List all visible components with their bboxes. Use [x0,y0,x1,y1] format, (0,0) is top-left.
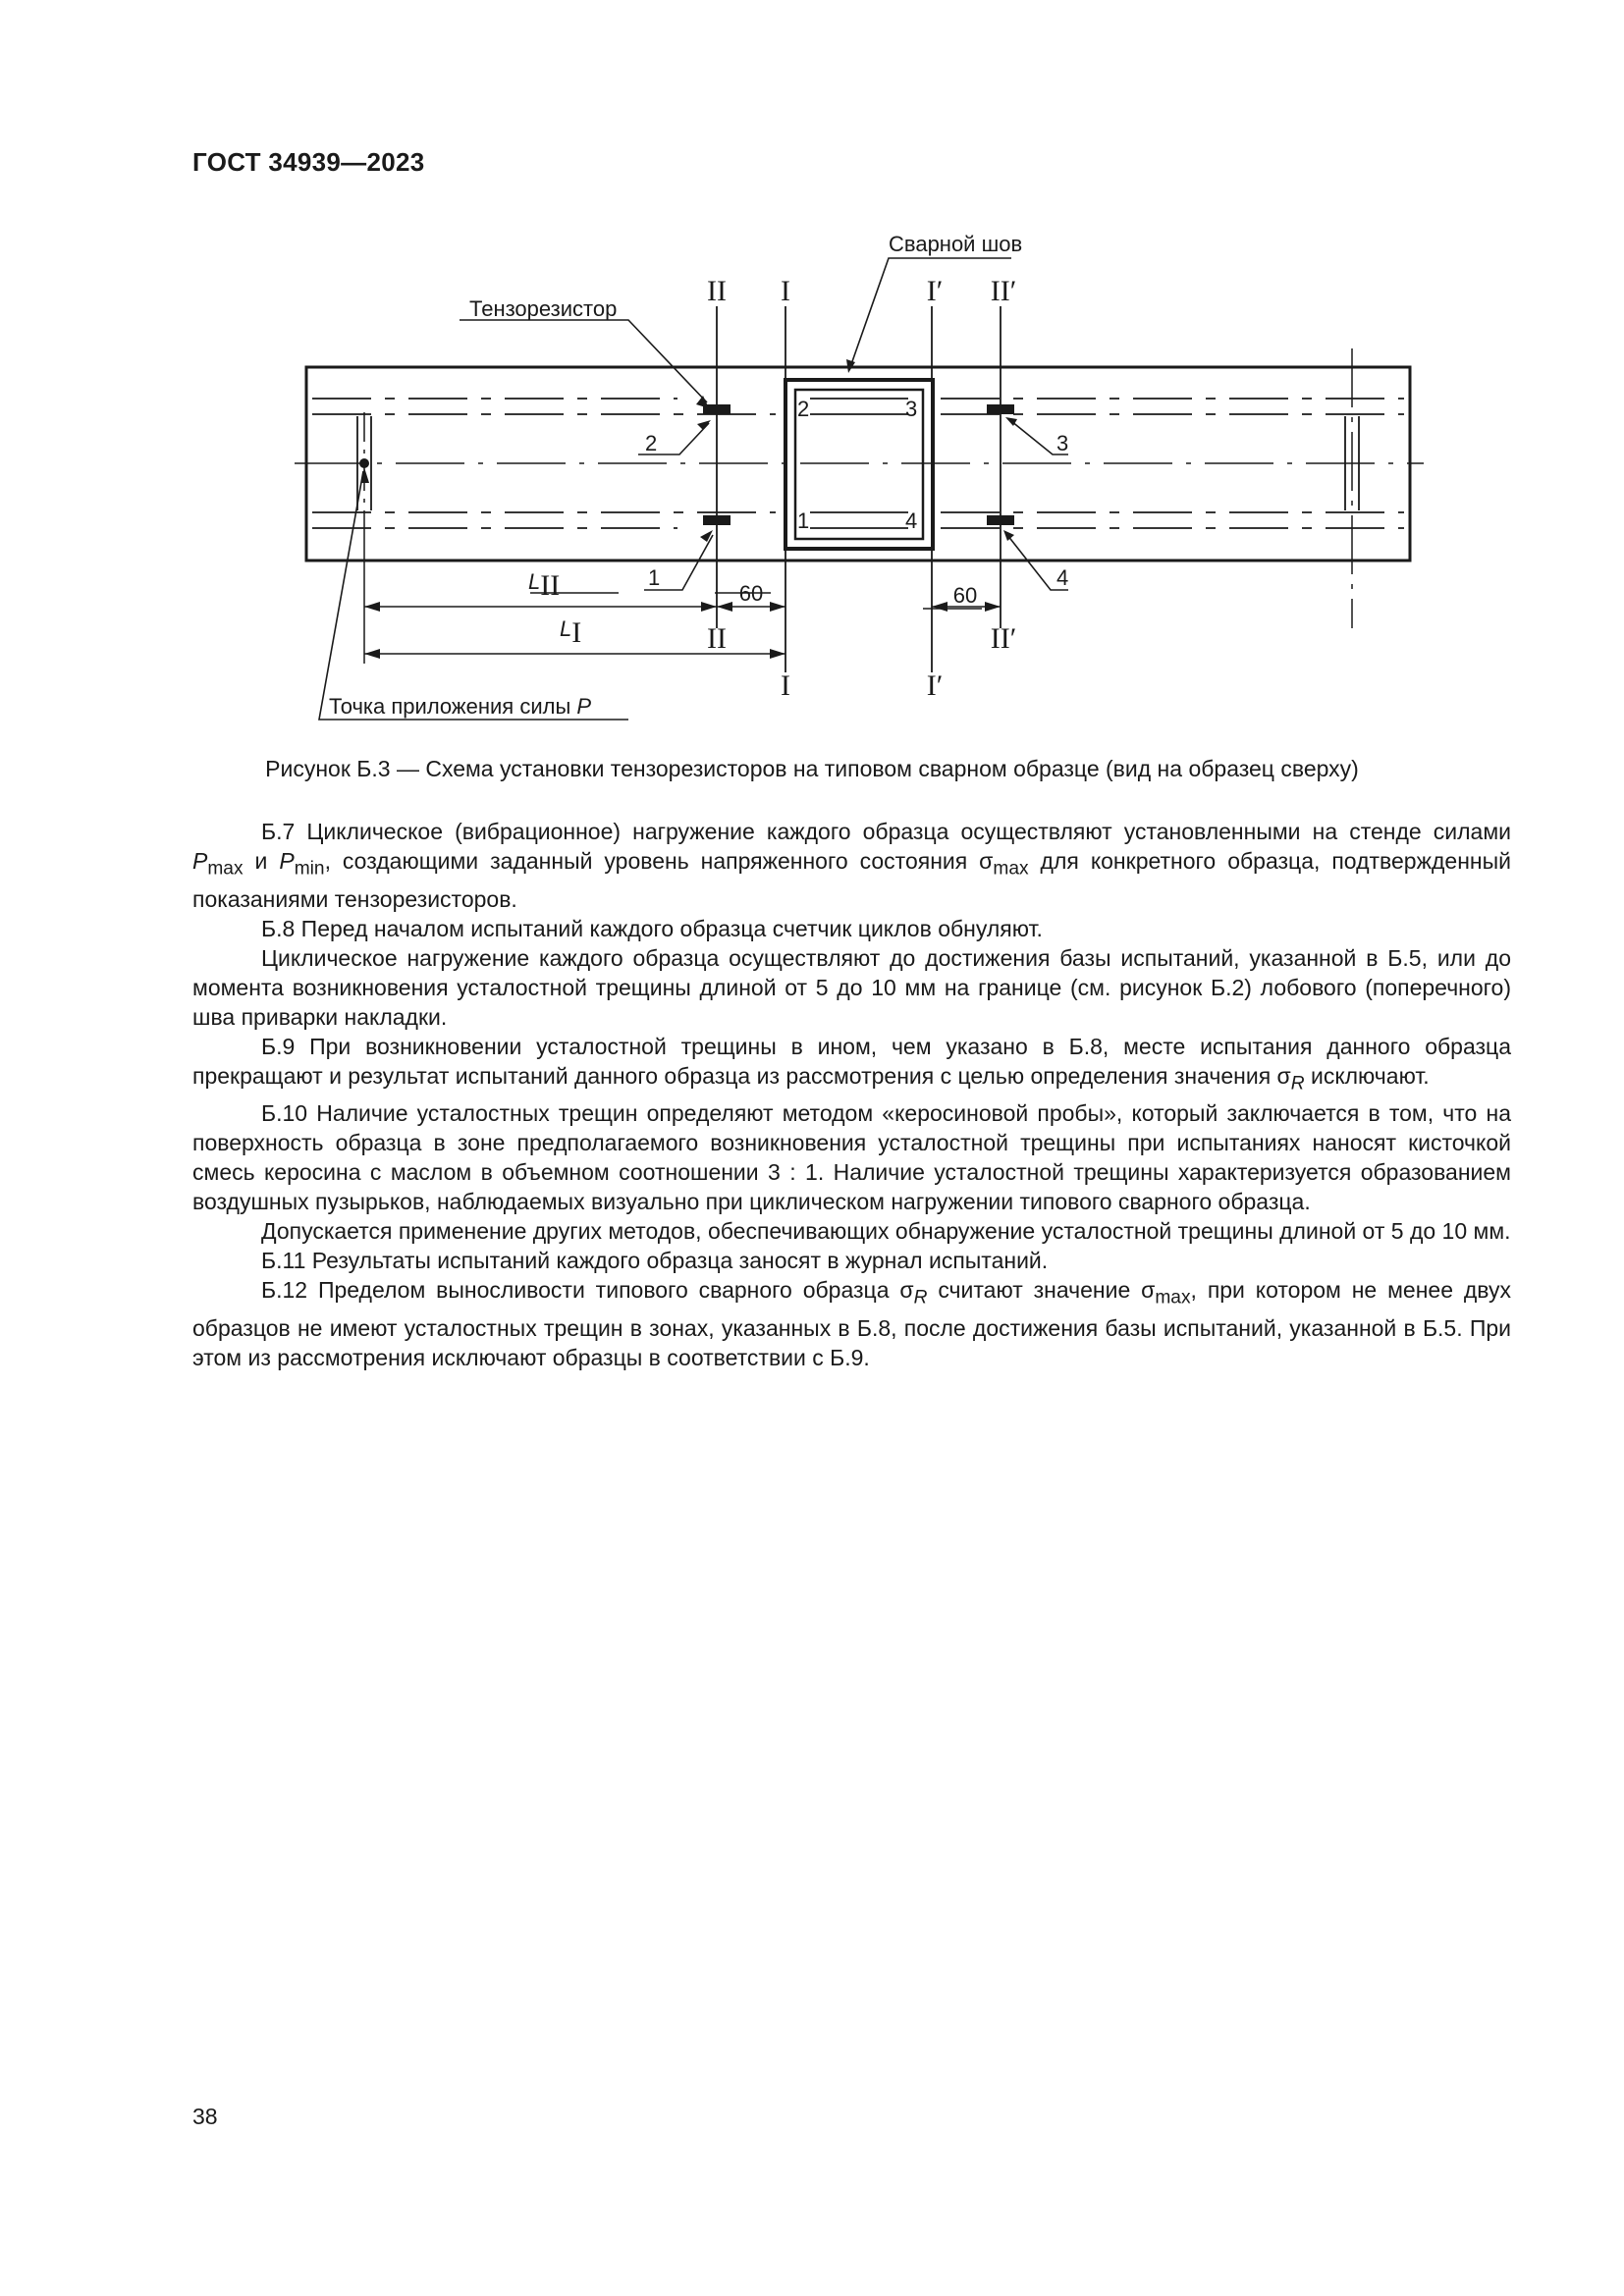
gauge-num-4: 4 [1056,565,1069,590]
section-top-I-prime: I′ [926,275,944,307]
figure-caption: Рисунок Б.3 — Схема установки тензорезисторов на типовом сварном образце (вид на образец сверху) [265,756,1359,781]
paragraph-b7: Б.7 Циклическое (вибрационное) нагружение каждого образца осуществляют установленными на стенде силами $P_{max}$ и $P_{min}$, создающими заданный уровень напряженного состояния $\sigma_{max}$ для конкретного образца, подтвержденный показаниями тензорезисторов. [192,819,1511,912]
arrowheads [361,359,1017,659]
force-label: Точка приложения силы P [329,694,592,719]
leaders [319,258,1068,720]
gauge-label: Тензорезистор [469,296,618,321]
gauge-4 [987,515,1014,525]
paragraph-b12: Б.12 Пределом выносливости типового сварного образца $\sigma_R$ считают значение $\sigma_{max}$, при котором не менее двух образцов не имеют усталостных трещин в зонах, указанных в Б.8, после достижения базы испытаний, указанной в Б.5. При этом из рассмотрения исключают образцы в соответствии с Б.9. [192,1277,1512,1370]
page-number: 38 [192,2104,218,2129]
paragraph-b8-cont: Циклическое нагружение каждого образца осуществляют до достижения базы испытаний, указанной в Б.5, или до момента возникновения усталостной трещины длиной от 5 до 10 мм на границе (см. рисунок Б.2) лобового (поперечного) шва приварки накладки. [192,944,1511,1030]
section-bottom-II-prime: II′ [990,622,1017,655]
dim-60-left: 60 [738,581,764,606]
specimen-diagram [0,0,1624,746]
section-bottom-II: II [707,622,727,655]
box-num-1: 1 [797,508,810,533]
section-top-II-prime: II′ [990,275,1017,307]
dim-L-I: LI [560,616,582,649]
paragraph-b11: Б.11 Результаты испытаний каждого образца заносят в журнал испытаний. [261,1248,1049,1274]
gauge-num-1: 1 [648,565,661,590]
box-num-2: 2 [797,397,810,421]
gauge-num-2: 2 [645,431,658,455]
paragraph-b8: Б.8 Перед началом испытаний каждого образца счетчик циклов обнуляют. [261,915,1043,941]
figure-b3 [0,0,1624,746]
dim-60-right: 60 [952,583,978,608]
dimension-lines [364,520,1001,664]
strain-gauges [703,404,1014,525]
paragraph-b9: Б.9 При возникновении усталостной трещины в ином, чем указано в Б.8, месте испытания данного образца прекращают и результат испытаний данного образца из рассмотрения с целью определения значения $\sigma_R$ исключают. [192,1033,1511,1095]
section-bottom-I-prime: I′ [926,669,944,702]
paragraph-b10: Б.10 Наличие усталостных трещин определяют методом «керосиновой пробы», который заключается в том, что на поверхность образца в зоне предполагаемого возникновения усталостной трещины при испытаниях наносят кисточкой смесь керосина с маслом в объемном соотношении 3 : 1. Наличие усталостной трещины характеризуется образованием воздушных пузырьков, наблюдаемых визуально при циклическом нагружении типового сварного образца. [192,1100,1511,1215]
gauge-num-3: 3 [1056,431,1069,455]
dim-L-II: LII [528,569,561,602]
document-header: ГОСТ 34939—2023 [192,147,425,177]
section-top-I: I [781,275,790,307]
section-top-II: II [707,275,727,307]
gauge-3 [987,404,1014,414]
body-text [192,817,1511,1372]
paragraph-b10-cont: Допускается применение других методов, обеспечивающих обнаружение усталостной трещины длиной от 5 до 10 мм. [261,1218,1511,1245]
box-num-4: 4 [905,508,918,533]
weld-label: Сварной шов [889,232,1023,256]
force-point [359,458,369,468]
weld-inner [795,390,923,539]
section-bottom-I: I [781,669,790,702]
box-num-3: 3 [905,397,918,421]
gauge-1 [703,515,731,525]
